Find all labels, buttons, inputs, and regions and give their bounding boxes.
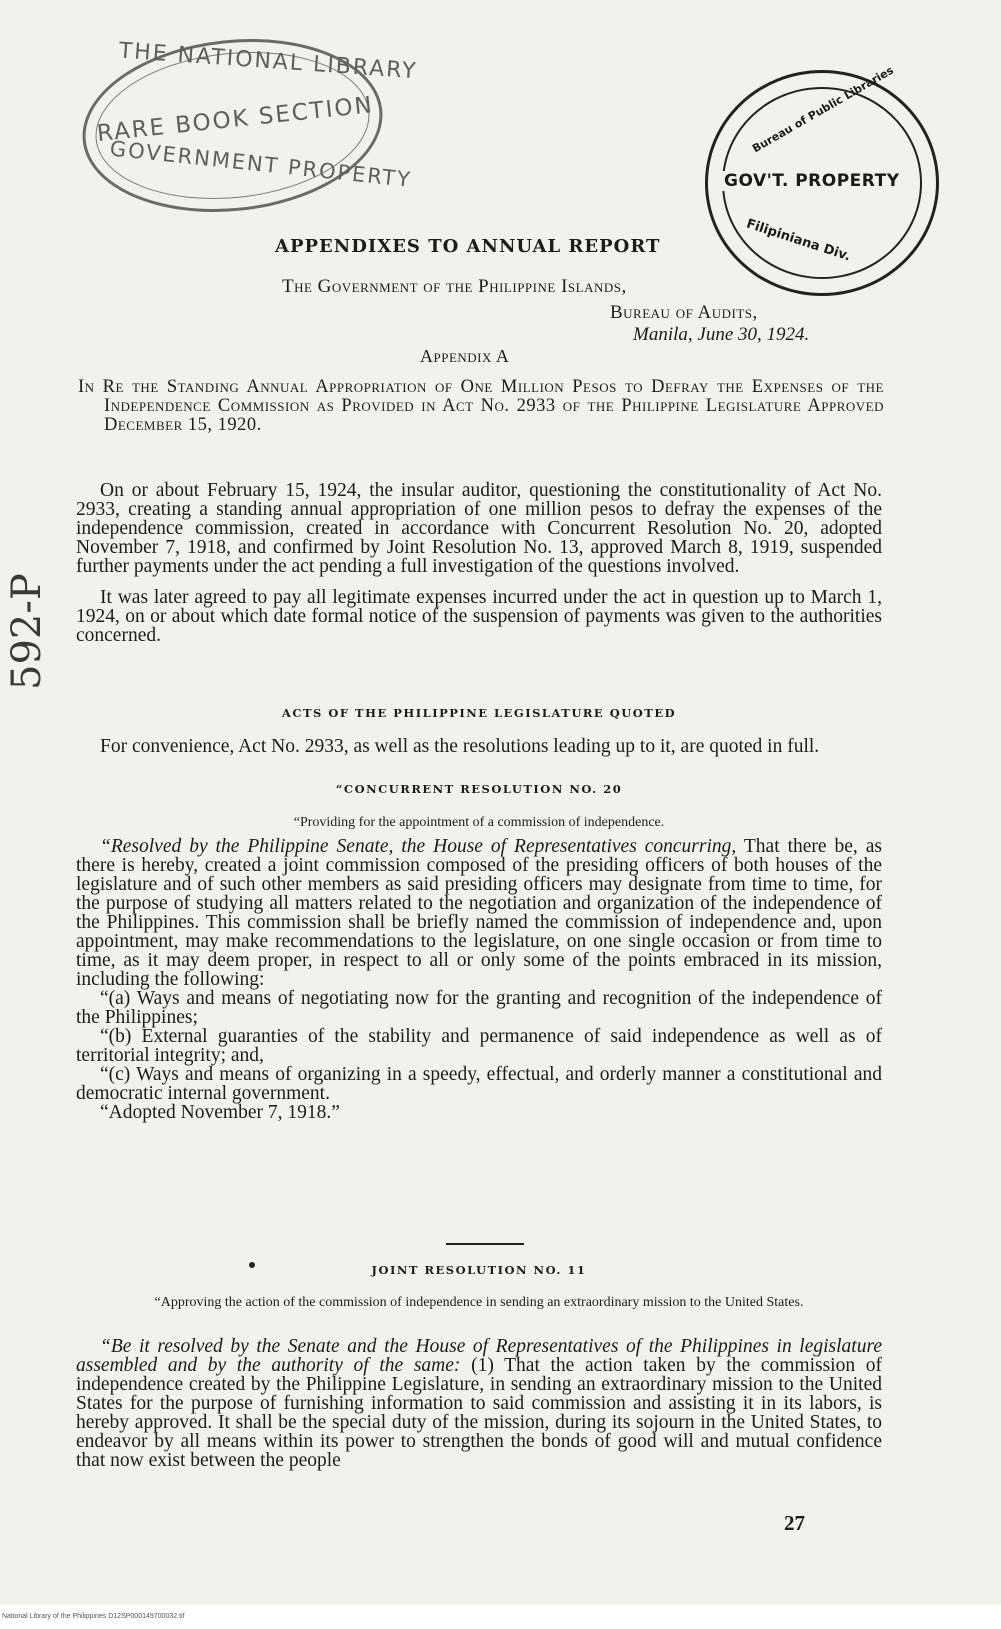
concurrent-heading: “CONCURRENT RESOLUTION NO. 20 — [335, 782, 623, 796]
library-stamp-line2: RARE BOOK SECTION — [95, 92, 375, 148]
concurrent-item-a: “(a) Ways and means of negotiating now for the granting and recognition of the independence of the Philippines; — [76, 988, 882, 1028]
library-stamp — [74, 25, 419, 227]
concurrent-item-c: “(c) Ways and means of organizing in a speedy, effectual, and orderly manner a constitutional and democratic internal government. — [76, 1064, 882, 1104]
appendix-label: Appendix A — [420, 346, 510, 366]
page-number: 27 — [784, 1511, 805, 1535]
concurrent-item-b: “(b) External guaranties of the stability and permanence of said independence as well as of territorial integrity; and, — [76, 1026, 882, 1066]
concurrent-adopted: “Adopted November 7, 1918.” — [100, 1102, 340, 1123]
header-government: The Government of the Philippine Islands, — [282, 276, 627, 297]
bureau-stamp-bottom: Filipiniana Div. — [744, 216, 853, 265]
bureau-stamp — [705, 63, 939, 296]
concurrent-subtitle: “Providing for the appointment of a commission of independence. — [293, 815, 665, 830]
joint-heading: JOINT RESOLUTION NO. 11 — [371, 1263, 587, 1277]
convenience-text: For convenience, Act No. 2933, as well as the resolutions leading up to it, are quoted in full. — [100, 736, 820, 757]
bureau-stamp-middle: GOV'T. PROPERTY — [720, 171, 904, 191]
paragraph-1: On or about February 15, 1924, the insular auditor, questioning the constitutionality of Act No. 2933, creating a standing annual appropriation of one million pesos to defray the expenses of the independence commission, created in accordance with Concurrent Resolution No. 20, adopted November 7, 1918, and confirmed by Joint Resolution No. 13, approved March 8, 1919, suspended further payments under the act pending a full investigation of the questions involved. — [76, 480, 882, 577]
joint-subtitle: “Approving the action of the commission of independence in sending an extraordinary mission to the United States. — [154, 1295, 804, 1310]
subject-heading: In Re the Standing Annual Appropriation of One Million Pesos to Defray the Expenses of the Independence Commission as Provided in Act No. 2933 of the Philippine Legislature Approved December 15, 1920. — [78, 377, 884, 435]
bureau-stamp-top: Bureau of Public Libraries — [750, 63, 896, 156]
body-paragraphs — [76, 481, 882, 645]
section-divider — [446, 1243, 524, 1245]
concurrent-body — [76, 837, 882, 1122]
page-title: APPENDIXES TO ANNUAL REPORT — [275, 236, 661, 257]
footer-strip: National Library of the Philippines D12SP000149700032.tif — [0, 1605, 1001, 1629]
paragraph-2: It was later agreed to pay all legitimate expenses incurred under the act in question up to March 1, 1924, on or about which date formal notice of the suspension of payments was given to the authorities concerned. — [76, 587, 882, 646]
library-stamp-line3: GOVERNMENT PROPERTY — [108, 136, 414, 193]
joint-resolved-italic: “Be it resolved by the Senate and the House of Representatives of the Philippines in legislature assembled and by the authority of the same: — [76, 1336, 882, 1376]
joint-resolved-body: (1) That the action taken by the commission of independence created by the Philippine Legislature, in sending an extraordinary mission to the United States for the purpose of furnishing information to said commission and assisting it in its labors, is hereby approved. It shall be the special duty of the mission, during its sojourn in the United States, to endeavor by all means within its power to strengthen the bonds of good will and mutual confidence that now exist between the people — [76, 1355, 883, 1471]
concurrent-resolved-body: That there be, as there is hereby, created a joint commission composed of the presiding officers of both houses of the legislature and of such other members as said presiding officers may designate from time to time, for the purpose of studying all matters related to the negotiation and organization of the independence of the Philippines. This commission shall be briefly named the commission of independence and, upon appointment, may make recommendations to the legislature, on one single occasion or from time to time, as it may deem proper, in respect to all or only some of the points embraced in its mission, including the following: — [76, 836, 883, 990]
convenience-paragraph — [76, 737, 882, 756]
header-bureau: Bureau of Audits, — [610, 302, 758, 323]
handwritten-note: 592-P — [4, 573, 50, 690]
library-stamp-line1: THE NATIONAL LIBRARY — [117, 38, 419, 85]
section-heading: ACTS OF THE PHILIPPINE LEGISLATURE QUOTED — [281, 706, 677, 720]
header-place-date: Manila, June 30, 1924. — [633, 324, 810, 345]
joint-body — [76, 1337, 882, 1470]
concurrent-resolved-italic: “Resolved by the Philippine Senate, the House of Representatives concurring, — [100, 836, 737, 857]
